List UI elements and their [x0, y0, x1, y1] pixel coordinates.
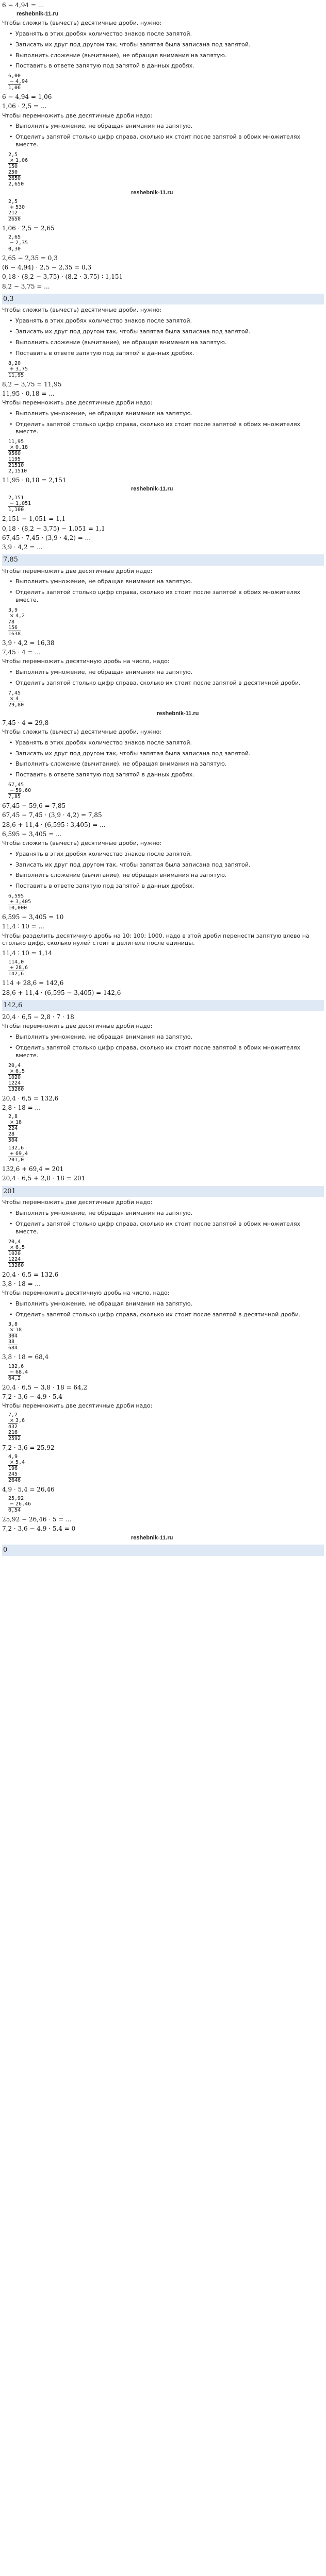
rule-step: • Отделить запятой столько цифр справа, сколько их стоит после запятой в обоих множителях вместе.	[9, 1044, 324, 1060]
column-calc: 20,4 × 6,5 1020 1224 13260	[8, 1062, 25, 1092]
watermark: reshebnik-11.ru	[131, 190, 173, 196]
expression: 11,4 ∶ 10 = ...	[2, 923, 44, 930]
rule-step: • Отделить запятой столько цифр справа, сколько их стоит после запятой в обоих множителях вместе.	[9, 133, 324, 149]
result: 7,45 · 4 = 29,8	[2, 719, 49, 726]
section-4	[2, 840, 324, 997]
rule-intro: Чтобы перемножить десятичную дробь на число, надо:	[2, 658, 170, 665]
rule-steps	[9, 123, 324, 149]
result: 7,2 · 3,6 − 4,9 · 5,4 = 0	[2, 1525, 76, 1533]
answer-bar: 142,6	[2, 1000, 324, 1011]
column-calc: 132,6 + 69,4 201,0	[8, 1145, 28, 1163]
result: 6 − 4,94 = 1,06	[2, 93, 52, 101]
rule-step: • Отделить запятой столько цифр справа, сколько их стоит после запятой в десятичной дроби.	[9, 680, 324, 687]
result: 8,2 − 3,75 = 11,95	[2, 380, 62, 388]
rule-intro: Чтобы перемножить две десятичные дроби надо:	[2, 1023, 153, 1030]
solution-page	[0, 1, 326, 1556]
rule-step: • Отделить запятой столько цифр справа, сколько их стоит после запятой в обоих множителях вместе.	[9, 1221, 324, 1236]
column-calc: 6,595 + 3,405 10,000	[8, 893, 31, 911]
rule-step: • Выполнить умножение, не обращая внимания на запятую.	[9, 578, 324, 586]
section-2	[2, 294, 324, 551]
rule-steps	[9, 578, 324, 604]
rule-step: • Отделить запятой столько цифр справа, сколько их стоит после запятой в десятичной дроби.	[9, 1311, 324, 1319]
expression: 6 − 4,94 = ...	[2, 2, 44, 9]
result: 132,6 + 69,4 = 201	[2, 1165, 64, 1173]
rule-step: • Отделить запятой столько цифр справа, сколько их стоит после запятой в обоих множителях вместе.	[9, 589, 324, 604]
rule-text: Чтобы разделить десятичную дробь на 10; 100; 1000, надо в этой дроби перенести запятую влево на столько цифр, сколько нулей стоит в делителе после единицы.	[2, 932, 309, 947]
rule-steps	[9, 410, 324, 436]
section-3	[2, 554, 324, 838]
result: 7,2 · 3,6 = 25,92	[2, 1444, 55, 1451]
answer-bar: 0,3	[2, 294, 324, 305]
rule-step: • Выполнить умножение, не обращая внимания на запятую.	[9, 669, 324, 676]
rule-step: • Выполнить сложение (вычитание), не обращая внимания на запятую.	[9, 52, 324, 60]
rule-steps	[9, 1033, 324, 1060]
rule-intro: Чтобы сложить (вычесть) десятичные дроби, нужно:	[2, 307, 162, 314]
section-5	[2, 1000, 324, 1183]
watermark: reshebnik-11.ru	[157, 710, 199, 717]
result: 6,595 − 3,405 = 10	[2, 913, 64, 921]
rule-step: • Записать их друг под другом так, чтобы запятая была записана под запятой.	[9, 41, 324, 49]
rule-intro: Чтобы перемножить две десятичные дроби надо:	[2, 1402, 153, 1409]
column-calc: 67,45 − 59,60 7,85	[8, 782, 31, 800]
column-calc: 2,5 + 530 212 2650	[8, 198, 25, 222]
expression: 3,8 · 18 = ...	[2, 1280, 41, 1287]
rule-step: • Поставить в ответе запятую под запятой в данных дробях.	[9, 883, 324, 890]
rule-step: • Выполнить умножение, не обращая внимания на запятую.	[9, 410, 324, 418]
result: 28,6 + 11,4 · (6,595 − 3,405) = 142,6	[2, 989, 121, 996]
rule-step: • Записать их друг под другом так, чтобы запятая была записана под запятой.	[9, 328, 324, 336]
column-calc: 7,45 × 4 29,80	[8, 690, 24, 708]
rule-intro: Чтобы перемножить десятичную дробь на число, надо:	[2, 1289, 170, 1296]
column-calc: 7,2 × 3,6 432 216 2592	[8, 1412, 25, 1442]
rule-steps	[9, 1210, 324, 1236]
expression: 2,8 · 18 = ...	[2, 1104, 41, 1112]
result: 67,45 − 7,45 · (3,9 · 4,2) = 7,85	[2, 811, 102, 819]
column-calc: 8,20 + 3,75 11,95	[8, 360, 28, 378]
rule-step: • Выполнить умножение, не обращая внимания на запятую.	[9, 1210, 324, 1217]
result: 114 + 28,6 = 142,6	[2, 979, 64, 987]
expression: 1,06 · 2,5 = ...	[2, 103, 47, 110]
result: 11,95 · 0,18 = 2,151	[2, 477, 67, 484]
column-calc: 11,95 × 0,18 9560 1195 21510 2,1510	[8, 439, 28, 474]
section-1	[2, 1, 324, 291]
result: 20,4 · 6,5 + 2,8 · 18 = 201	[2, 1175, 86, 1182]
column-calc: 3,8 × 18 304 38 684	[8, 1321, 22, 1351]
expression: 7,45 · 4 = ...	[2, 649, 41, 656]
expression: 20,4 · 6,5 − 2,8 · 7 · 18	[2, 1013, 74, 1021]
rule-step: • Уравнять в этих дробях количество знаков после запятой.	[9, 30, 324, 38]
section-6	[2, 1186, 324, 1556]
column-calc: 132,6 − 68,4 64,2	[8, 1363, 28, 1381]
result: 67,45 − 59,6 = 7,85	[2, 802, 66, 810]
rule-step: • Поставить в ответе запятую под запятой в данных дробях.	[9, 350, 324, 358]
result: 3,9 · 4,2 = 16,38	[2, 639, 55, 647]
rule-steps	[9, 317, 324, 357]
column-calc: 2,8 × 18 224 28 504	[8, 1114, 22, 1144]
column-calc: 4,9 × 5,4 196 245 2646	[8, 1454, 25, 1484]
result: 3,8 · 18 = 68,4	[2, 1353, 49, 1361]
rule-step: • Выполнить сложение (вычитание), не обращая внимания на запятую.	[9, 872, 324, 879]
column-calc: 25,92 − 26,46 0,54	[8, 1496, 31, 1514]
rule-step: • Выполнить умножение, не обращая внимания на запятую.	[9, 123, 324, 130]
rule-intro: Чтобы сложить (вычесть) десятичные дроби, нужно:	[2, 839, 162, 846]
rule-step: • Выполнить умножение, не обращая внимания на запятую.	[9, 1300, 324, 1308]
watermark: reshebnik-11.ru	[131, 486, 173, 493]
rule-step: • Отделить запятой столько цифр справа, сколько их стоит после запятой в обоих множителях вместе.	[9, 421, 324, 436]
rule-intro: Чтобы перемножить две десятичные дроби надо:	[2, 567, 153, 574]
expression: 25,92 − 26,46 · 5 = ...	[2, 1516, 72, 1523]
column-calc: 2,5 × 1,06 150 250 2650 2,650	[8, 152, 28, 187]
expression: 0,18 · (8,2 − 3,75) · (8,2 · 3,75) ∶ 1,151	[2, 273, 123, 281]
rule-intro: Чтобы перемножить две десятичные дроби надо:	[2, 112, 153, 119]
rule-step: • Выполнить умножение, не обращая внимания на запятую.	[9, 1033, 324, 1041]
expression: 67,45 · 7,45 · (3,9 · 4,2) = ...	[2, 534, 91, 541]
rule-intro: Чтобы сложить (вычесть) десятичные дроби, нужно:	[2, 728, 162, 735]
result: 20,4 · 6,5 − 3,8 · 18 = 64,2	[2, 1383, 88, 1391]
result: 1,06 · 2,5 = 2,65	[2, 224, 55, 232]
expression: 11,95 · 0,18 = ...	[2, 389, 55, 397]
rule-step: • Выполнить сложение (вычитание), не обращая внимания на запятую.	[9, 339, 324, 347]
rule-steps	[9, 1300, 324, 1319]
expression: 8,2 − 3,75 = ...	[2, 282, 50, 290]
result: 2,151 − 1,051 = 1,1	[2, 515, 66, 523]
answer-bar: 0	[2, 1545, 324, 1556]
rule-steps	[9, 851, 324, 890]
rule-intro: Чтобы сложить (вычесть) десятичные дроби, нужно:	[2, 20, 162, 27]
result: 20,4 · 6,5 = 132,6	[2, 1094, 59, 1102]
rule-intro: Чтобы перемножить две десятичные дроби надо:	[2, 1199, 153, 1206]
column-calc: 2,151 − 1,051 1,100	[8, 495, 31, 513]
rule-steps	[9, 739, 324, 779]
expression: 3,9 · 4,2 = ...	[2, 543, 43, 551]
watermark: reshebnik-11.ru	[131, 1534, 173, 1541]
rule-step: • Записать их друг под другом так, чтобы запятая была записана под запятой.	[9, 861, 324, 869]
answer-bar: 201	[2, 1186, 324, 1197]
rule-step: • Выполнить сложение (вычитание), не обращая внимания на запятую.	[9, 760, 324, 768]
column-calc: 6,00 − 4,94 1,06	[8, 73, 28, 91]
result: 4,9 · 5,4 = 26,46	[2, 1486, 55, 1494]
result: 0,18 · (8,2 − 3,75) − 1,051 = 1,1	[2, 524, 105, 532]
rule-steps	[9, 30, 324, 70]
rule-steps	[9, 669, 324, 687]
rule-step: • Уравнять в этих дробях количество знаков после запятой.	[9, 851, 324, 858]
rule-step: • Уравнять в этих дробях количество знаков после запятой.	[9, 317, 324, 325]
rule-intro: Чтобы перемножить две десятичные дроби надо:	[2, 399, 153, 406]
rule-step: • Поставить в ответе запятую под запятой в данных дробях.	[9, 62, 324, 70]
result: 2,65 − 2,35 = 0,3	[2, 255, 58, 262]
rule-step: • Уравнять в этих дробях количество знаков после запятой.	[9, 739, 324, 747]
rule-step: • Поставить в ответе запятую под запятой в данных дробях.	[9, 771, 324, 779]
rule-step: • Записать их друг под другом так, чтобы запятая была записана под запятой.	[9, 750, 324, 758]
column-calc: 114,0 + 28,6 142,6	[8, 959, 28, 977]
expression: 6,595 − 3,405 = ...	[2, 830, 62, 838]
answer-bar: 7,85	[2, 554, 324, 566]
expression: 7,2 · 3,6 − 4,9 · 5,4	[2, 1393, 62, 1400]
result: 20,4 · 6,5 = 132,6	[2, 1270, 59, 1278]
expression: 28,6 + 11,4 · (6,595 ∶ 3,405) = ...	[2, 821, 106, 828]
result: 11,4 ∶ 10 = 1,14	[2, 950, 53, 957]
column-calc: 2,65 − 2,35 0,30	[8, 234, 28, 252]
column-calc: 20,4 × 6,5 1020 1224 13260	[8, 1239, 25, 1268]
watermark: reshebnik-11.ru	[17, 11, 59, 18]
result: (6 − 4,94) · 2,5 − 2,35 = 0,3	[2, 264, 92, 272]
column-calc: 3,9 × 4,2 78 156 1638	[8, 607, 25, 637]
